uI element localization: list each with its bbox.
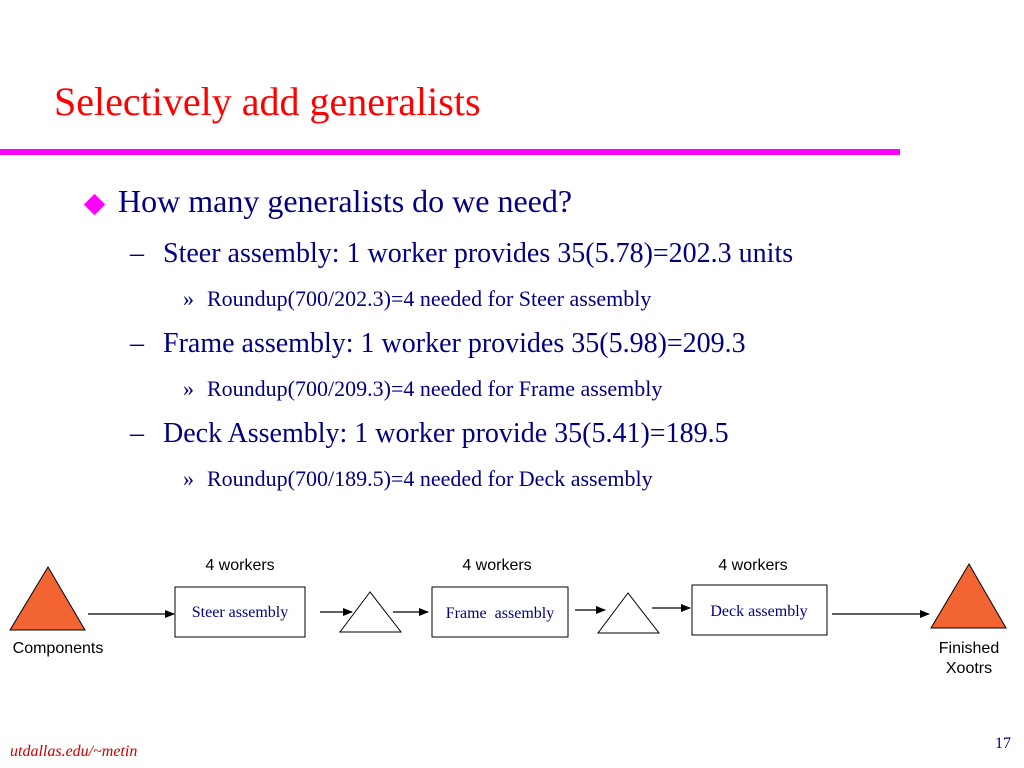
steer-assembly-label: Steer assembly (191, 604, 289, 621)
main-bullet-text: How many generalists do we need? (118, 183, 573, 219)
sub-bullet-deck: Deck Assembly: 1 worker provide 35(5.41)=189.5 (163, 418, 729, 449)
deck-workers-label: 4 workers (718, 557, 788, 574)
sub-bullet-frame: Frame assembly: 1 worker provides 35(5.98)=209.3 (163, 328, 746, 359)
components-triangle (10, 567, 85, 630)
detail-frame: Roundup(700/209.3)=4 needed for Frame assembly (207, 376, 663, 401)
sub-bullet-steer: Steer assembly: 1 worker provides 35(5.78)=202.3 units (163, 238, 794, 269)
xootrs-label: Xootrs (945, 660, 993, 677)
frame-assembly-label: Frame assembly (445, 605, 555, 622)
footer-source: utdallas.edu/~metin (10, 743, 138, 760)
dash-marker: – (130, 328, 144, 359)
chevron-marker: » (183, 466, 194, 491)
deck-assembly-label: Deck assembly (710, 603, 808, 620)
inventory-buffer-triangle (598, 593, 659, 633)
slide-title: Selectively add generalists (54, 79, 481, 124)
chevron-marker: » (183, 286, 194, 311)
chevron-marker: » (183, 376, 194, 401)
dash-marker: – (130, 418, 144, 449)
steer-workers-label: 4 workers (205, 557, 275, 574)
detail-steer: Roundup(700/202.3)=4 needed for Steer assembly (207, 286, 652, 311)
detail-deck: Roundup(700/189.5)=4 needed for Deck assembly (207, 466, 653, 491)
dash-marker: – (130, 238, 144, 269)
finished-xootrs-triangle (931, 564, 1006, 628)
page-number: 17 (995, 735, 1011, 752)
frame-workers-label: 4 workers (462, 557, 532, 574)
finished-label: Finished (938, 640, 1000, 657)
components-label: Components (12, 640, 104, 657)
